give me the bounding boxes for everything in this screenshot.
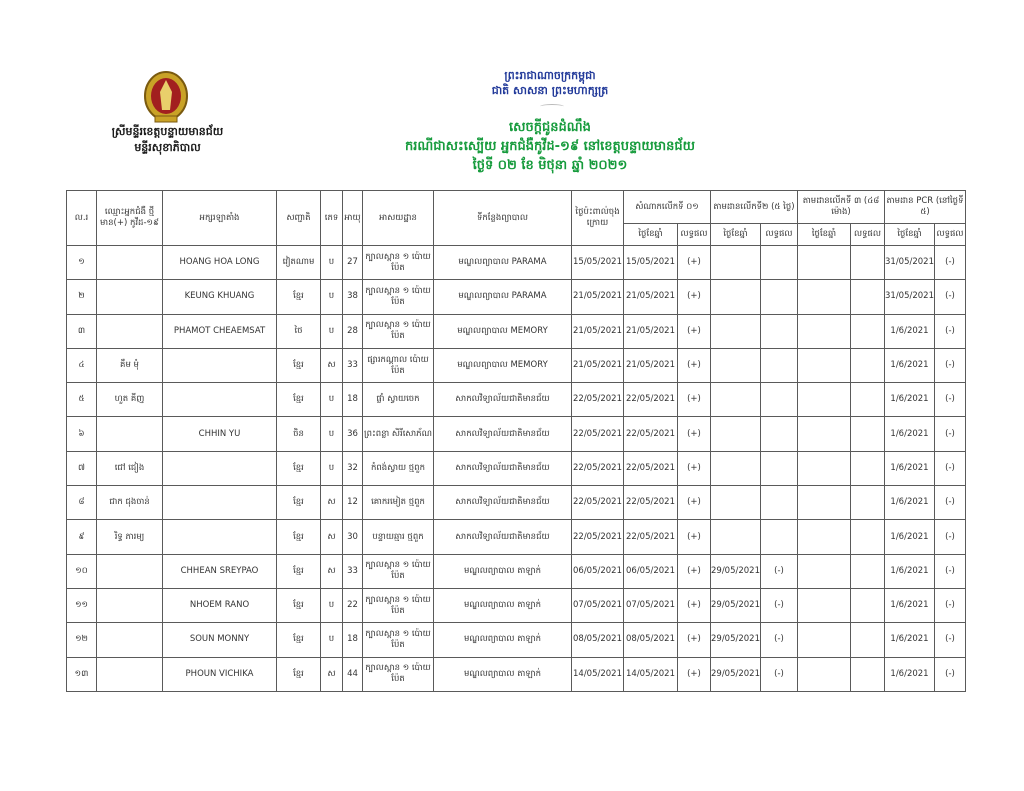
contact-name — [97, 554, 163, 588]
treatment-site: មណ្ឌលព្យាបាល MEMORY — [434, 348, 572, 382]
test2-result — [761, 383, 798, 417]
table-row — [67, 657, 966, 691]
nationality: ខ្មែរ — [277, 348, 321, 382]
test3-date — [798, 657, 851, 691]
test3-date — [798, 451, 851, 485]
contact-name — [97, 417, 163, 451]
test3-result — [851, 417, 885, 451]
test3-date — [798, 486, 851, 520]
nationality: ចិន — [277, 417, 321, 451]
test3-date — [798, 588, 851, 622]
sex: ប — [321, 588, 343, 622]
nationality: ខ្មែរ — [277, 451, 321, 485]
test2-result — [761, 520, 798, 554]
address: ផ្សារកណ្តាល ប៉ោយប៉ែត — [363, 348, 434, 382]
pcr-date: 1/6/2021 — [885, 348, 935, 382]
test2-result — [761, 314, 798, 348]
treatment-site: មណ្ឌលព្យាបាល PARAMA — [434, 280, 572, 314]
row-number: ៨ — [67, 486, 97, 520]
nationality: ខ្មែរ — [277, 486, 321, 520]
pcr-date: 1/6/2021 — [885, 520, 935, 554]
address: ក្បាលស្ពាន ១ ប៉ោយប៉ែត — [363, 588, 434, 622]
pcr-result: (-) — [935, 554, 966, 588]
header-name: អក្សរឡាតាំង — [163, 191, 277, 246]
last-contact-date: 21/05/2021 — [572, 280, 624, 314]
treatment-site: មណ្ឌលព្យាបាល PARAMA — [434, 246, 572, 280]
latin-name — [163, 520, 277, 554]
last-contact-date: 08/05/2021 — [572, 623, 624, 657]
document-title: សេចក្តីជូនដំណឹង — [509, 120, 591, 135]
sex: ប — [321, 417, 343, 451]
test2-result: (-) — [761, 657, 798, 691]
test1-date: 21/05/2021 — [624, 314, 678, 348]
latin-name: KEUNG KHUANG — [163, 280, 277, 314]
test1-date: 21/05/2021 — [624, 348, 678, 382]
latin-name: PHAMOT CHEAEMSAT — [163, 314, 277, 348]
test2-date — [711, 246, 761, 280]
contact-name: រិទ្ធ ភារម្យ — [97, 520, 163, 554]
test3-date — [798, 348, 851, 382]
pcr-date: 1/6/2021 — [885, 588, 935, 622]
test3-result — [851, 486, 885, 520]
pcr-result: (-) — [935, 280, 966, 314]
age: 33 — [343, 348, 363, 382]
sex: ស — [321, 657, 343, 691]
header-contact: ឈ្មោះអ្នកជំងឺ ថ្មីមាន(+) កូវីដ-១៩ — [97, 191, 163, 246]
pcr-date: 31/05/2021 — [885, 280, 935, 314]
last-contact-date: 15/05/2021 — [572, 246, 624, 280]
address: គោករមៀត ថ្មពួក — [363, 486, 434, 520]
test2-result — [761, 486, 798, 520]
nationality: ខ្មែរ — [277, 588, 321, 622]
nationality: វៀតណាម — [277, 246, 321, 280]
document-title-block — [300, 118, 800, 175]
test3-result — [851, 246, 885, 280]
test3-date — [798, 623, 851, 657]
pcr-date: 1/6/2021 — [885, 554, 935, 588]
test2-result — [761, 417, 798, 451]
test3-result — [851, 520, 885, 554]
test3-date — [798, 520, 851, 554]
latin-name: HOANG HOA LONG — [163, 246, 277, 280]
test2-date: 29/05/2021 — [711, 623, 761, 657]
address: ក្បាលស្ពាន ១ ប៉ោយប៉ែត — [363, 657, 434, 691]
test1-result: (+) — [678, 451, 711, 485]
address: ក្បាលស្ពាន ១ ប៉ោយប៉ែត — [363, 554, 434, 588]
test1-result: (+) — [678, 554, 711, 588]
subheader-date: ថ្ងៃខែឆ្នាំ — [624, 224, 678, 246]
test1-result: (+) — [678, 314, 711, 348]
test3-date — [798, 280, 851, 314]
nationality: ខ្មែរ — [277, 520, 321, 554]
ornament-divider — [540, 104, 564, 109]
header-address: អាសយដ្ឋាន — [363, 191, 434, 246]
row-number: ៥ — [67, 383, 97, 417]
test3-result — [851, 314, 885, 348]
test1-result: (+) — [678, 246, 711, 280]
contact-name: គឹម មុំ — [97, 348, 163, 382]
treatment-site: សាកលវិទ្យាល័យជាតិមានជ័យ — [434, 451, 572, 485]
table-row — [67, 348, 966, 382]
treatment-site: សាកលវិទ្យាល័យជាតិមានជ័យ — [434, 520, 572, 554]
address: ក្បាលស្ពាន ១ ប៉ោយប៉ែត — [363, 314, 434, 348]
issuer-header — [60, 124, 275, 156]
table-row — [67, 417, 966, 451]
header-test-2: តាមដានលើកទី២ (៥ ថ្ងៃ) — [711, 191, 798, 224]
test1-result: (+) — [678, 383, 711, 417]
test2-result — [761, 451, 798, 485]
test3-result — [851, 348, 885, 382]
nationality: ខ្មែរ — [277, 623, 321, 657]
test2-date: 29/05/2021 — [711, 554, 761, 588]
test3-result — [851, 280, 885, 314]
contact-name — [97, 657, 163, 691]
table-row — [67, 280, 966, 314]
row-number: ១២ — [67, 623, 97, 657]
test1-result: (+) — [678, 623, 711, 657]
header-nationality: សញ្ជាតិ — [277, 191, 321, 246]
test2-date — [711, 314, 761, 348]
contact-name — [97, 246, 163, 280]
sex: ស — [321, 486, 343, 520]
kingdom-motto: ជាតិ សាសនា ព្រះមហាក្សត្រ — [491, 84, 609, 97]
test2-result: (-) — [761, 554, 798, 588]
contact-name — [97, 623, 163, 657]
subheader-result: លទ្ធផល — [761, 224, 798, 246]
test2-date — [711, 280, 761, 314]
treatment-site: មណ្ឌលព្យាបាល តាឡាក់ — [434, 588, 572, 622]
age: 22 — [343, 588, 363, 622]
age: 28 — [343, 314, 363, 348]
last-contact-date: 22/05/2021 — [572, 520, 624, 554]
kingdom-name: ព្រះរាជាណាចក្រកម្ពុជា — [504, 69, 596, 82]
treatment-site: មណ្ឌលព្យាបាល តាឡាក់ — [434, 623, 572, 657]
health-department: មន្ទីរសុខាភិបាល — [134, 141, 201, 154]
treatment-site: មណ្ឌលព្យាបាល MEMORY — [434, 314, 572, 348]
table-row — [67, 554, 966, 588]
treatment-site: សាកលវិទ្យាល័យជាតិមានជ័យ — [434, 486, 572, 520]
test2-date — [711, 348, 761, 382]
test1-result: (+) — [678, 348, 711, 382]
test1-result: (+) — [678, 588, 711, 622]
latin-name — [163, 451, 277, 485]
subheader-date: ថ្ងៃខែឆ្នាំ — [885, 224, 935, 246]
treatment-site: មណ្ឌលព្យាបាល តាឡាក់ — [434, 657, 572, 691]
table-row — [67, 486, 966, 520]
contact-name — [97, 588, 163, 622]
last-contact-date: 22/05/2021 — [572, 417, 624, 451]
row-number: ៧ — [67, 451, 97, 485]
last-contact-date: 14/05/2021 — [572, 657, 624, 691]
pcr-result: (-) — [935, 451, 966, 485]
last-contact-date: 06/05/2021 — [572, 554, 624, 588]
test1-date: 06/05/2021 — [624, 554, 678, 588]
test1-date: 15/05/2021 — [624, 246, 678, 280]
row-number: ៩ — [67, 520, 97, 554]
age: 36 — [343, 417, 363, 451]
sex: ប — [321, 314, 343, 348]
test3-result — [851, 383, 885, 417]
test1-result: (+) — [678, 520, 711, 554]
sex: ប — [321, 246, 343, 280]
test2-result — [761, 246, 798, 280]
last-contact-date: 21/05/2021 — [572, 314, 624, 348]
address: ព្រះពន្លា សិរីសោភ័ណ — [363, 417, 434, 451]
contact-name — [97, 314, 163, 348]
test1-date: 22/05/2021 — [624, 486, 678, 520]
nationality: ខ្មែរ — [277, 280, 321, 314]
age: 30 — [343, 520, 363, 554]
test3-result — [851, 554, 885, 588]
pcr-date: 1/6/2021 — [885, 417, 935, 451]
row-number: ១ — [67, 246, 97, 280]
test2-result: (-) — [761, 588, 798, 622]
test2-date — [711, 451, 761, 485]
age: 27 — [343, 246, 363, 280]
pcr-date: 1/6/2021 — [885, 657, 935, 691]
test1-result: (+) — [678, 417, 711, 451]
row-number: ៤ — [67, 348, 97, 382]
test1-date: 22/05/2021 — [624, 451, 678, 485]
test3-date — [798, 417, 851, 451]
pcr-date: 1/6/2021 — [885, 383, 935, 417]
pcr-result: (-) — [935, 417, 966, 451]
address: កំពង់ស្វាយ ថ្មពួក — [363, 451, 434, 485]
subheader-result: លទ្ធផល — [851, 224, 885, 246]
pcr-date: 1/6/2021 — [885, 451, 935, 485]
test3-date — [798, 554, 851, 588]
age: 33 — [343, 554, 363, 588]
kingdom-header — [350, 68, 750, 98]
last-contact-date: 21/05/2021 — [572, 348, 624, 382]
latin-name: CHHIN YU — [163, 417, 277, 451]
test1-result: (+) — [678, 280, 711, 314]
last-contact-date: 22/05/2021 — [572, 486, 624, 520]
last-contact-date: 22/05/2021 — [572, 383, 624, 417]
latin-name — [163, 486, 277, 520]
test1-date: 22/05/2021 — [624, 383, 678, 417]
test2-date — [711, 417, 761, 451]
table-row — [67, 623, 966, 657]
test1-date: 07/05/2021 — [624, 588, 678, 622]
contact-name: ជៅ ជៀង — [97, 451, 163, 485]
document-date: ថ្ងៃទី ០២ ខែ មិថុនា ឆ្នាំ ២០២១ — [472, 158, 628, 173]
sex: ស — [321, 520, 343, 554]
test3-result — [851, 451, 885, 485]
last-contact-date: 22/05/2021 — [572, 451, 624, 485]
subheader-result: លទ្ធផល — [935, 224, 966, 246]
pcr-date: 1/6/2021 — [885, 486, 935, 520]
address: ក្បាលស្ពាន ១ ប៉ោយប៉ែត — [363, 280, 434, 314]
pcr-result: (-) — [935, 486, 966, 520]
latin-name — [163, 383, 277, 417]
header-test-1: សំណាកលើកទី ០១ — [624, 191, 711, 224]
test1-date: 22/05/2021 — [624, 417, 678, 451]
pcr-result: (-) — [935, 314, 966, 348]
latin-name — [163, 348, 277, 382]
test2-result — [761, 348, 798, 382]
contact-name: ជាក ជុងចាន់ — [97, 486, 163, 520]
test1-date: 22/05/2021 — [624, 520, 678, 554]
table-row — [67, 383, 966, 417]
header-last-contact-date: ថ្ងៃប៉ះពាល់ចុងក្រោយ — [572, 191, 624, 246]
document-subtitle: ករណីជាសះស្បើយ អ្នកជំងឺកូវីដ-១៩ នៅខេត្តបន្ទាយមានជ័យ — [405, 139, 695, 154]
ministry-emblem-icon — [141, 70, 191, 126]
last-contact-date: 07/05/2021 — [572, 588, 624, 622]
pcr-result: (-) — [935, 657, 966, 691]
header-hospital: ទីកន្លែងព្យាបាល — [434, 191, 572, 246]
table-row — [67, 588, 966, 622]
header-sex: ភេទ — [321, 191, 343, 246]
treatment-site: សាកលវិទ្យាល័យជាតិមានជ័យ — [434, 383, 572, 417]
latin-name: NHOEM RANO — [163, 588, 277, 622]
pcr-result: (-) — [935, 588, 966, 622]
test3-date — [798, 246, 851, 280]
test1-date: 21/05/2021 — [624, 280, 678, 314]
test2-result — [761, 280, 798, 314]
nationality: ថៃ — [277, 314, 321, 348]
test3-result — [851, 588, 885, 622]
latin-name: CHHEAN SREYPAO — [163, 554, 277, 588]
row-number: ១១ — [67, 588, 97, 622]
sex: ប — [321, 383, 343, 417]
pcr-date: 31/05/2021 — [885, 246, 935, 280]
age: 44 — [343, 657, 363, 691]
nationality: ខ្មែរ — [277, 383, 321, 417]
contact-name: ហួត គីញ — [97, 383, 163, 417]
subheader-date: ថ្ងៃខែឆ្នាំ — [798, 224, 851, 246]
age: 32 — [343, 451, 363, 485]
province-department: ស្រីមន្ទីរខេត្តបន្ទាយមានជ័យ — [111, 125, 224, 138]
sex: ស — [321, 348, 343, 382]
test1-result: (+) — [678, 657, 711, 691]
age: 18 — [343, 383, 363, 417]
nationality: ខ្មែរ — [277, 657, 321, 691]
row-number: ៣ — [67, 314, 97, 348]
test1-date: 08/05/2021 — [624, 623, 678, 657]
latin-name: PHOUN VICHIKA — [163, 657, 277, 691]
test1-date: 14/05/2021 — [624, 657, 678, 691]
sex: ស — [321, 554, 343, 588]
pcr-result: (-) — [935, 520, 966, 554]
test1-result: (+) — [678, 486, 711, 520]
age: 38 — [343, 280, 363, 314]
subheader-result: លទ្ធផល — [678, 224, 711, 246]
pcr-result: (-) — [935, 246, 966, 280]
sex: ប — [321, 280, 343, 314]
address: ក្បាលស្ពាន ១ ប៉ោយប៉ែត — [363, 246, 434, 280]
test2-date: 29/05/2021 — [711, 588, 761, 622]
address: ផ្លាំ ស្វាយចេក — [363, 383, 434, 417]
age: 18 — [343, 623, 363, 657]
latin-name: SOUN MONNY — [163, 623, 277, 657]
row-number: ១៣ — [67, 657, 97, 691]
pcr-result: (-) — [935, 623, 966, 657]
test2-date: 29/05/2021 — [711, 657, 761, 691]
subheader-date: ថ្ងៃខែឆ្នាំ — [711, 224, 761, 246]
nationality: ខ្មែរ — [277, 554, 321, 588]
pcr-result: (-) — [935, 383, 966, 417]
row-number: ១០ — [67, 554, 97, 588]
test2-result: (-) — [761, 623, 798, 657]
header-test-3: តាមដានលើកទី ៣ (៤៨ ម៉ោង) — [798, 191, 885, 224]
table-row — [67, 451, 966, 485]
test2-date — [711, 486, 761, 520]
header-pcr: តាមដាន PCR (នៅថ្ងៃទី ៥) — [885, 191, 966, 224]
table-row — [67, 520, 966, 554]
age: 12 — [343, 486, 363, 520]
address: ក្បាលស្ពាន ១ ប៉ោយប៉ែត — [363, 623, 434, 657]
table-row — [67, 314, 966, 348]
sex: ប — [321, 623, 343, 657]
test3-result — [851, 623, 885, 657]
test2-date — [711, 383, 761, 417]
row-number: ២ — [67, 280, 97, 314]
header-age: អាយុ — [343, 191, 363, 246]
table-row — [67, 246, 966, 280]
test3-date — [798, 314, 851, 348]
contact-name — [97, 280, 163, 314]
pcr-date: 1/6/2021 — [885, 623, 935, 657]
pcr-result: (-) — [935, 348, 966, 382]
test3-result — [851, 657, 885, 691]
row-number: ៦ — [67, 417, 97, 451]
sex: ប — [321, 451, 343, 485]
pcr-date: 1/6/2021 — [885, 314, 935, 348]
treatment-site: សាកលវិទ្យាល័យជាតិមានជ័យ — [434, 417, 572, 451]
test2-date — [711, 520, 761, 554]
test3-date — [798, 383, 851, 417]
address: បន្ទាយឆ្មារ ថ្មពួក — [363, 520, 434, 554]
treatment-site: មណ្ឌលព្យាបាល តាឡាក់ — [434, 554, 572, 588]
recovered-cases-table — [66, 190, 966, 692]
header-no: ល.រ — [67, 191, 97, 246]
